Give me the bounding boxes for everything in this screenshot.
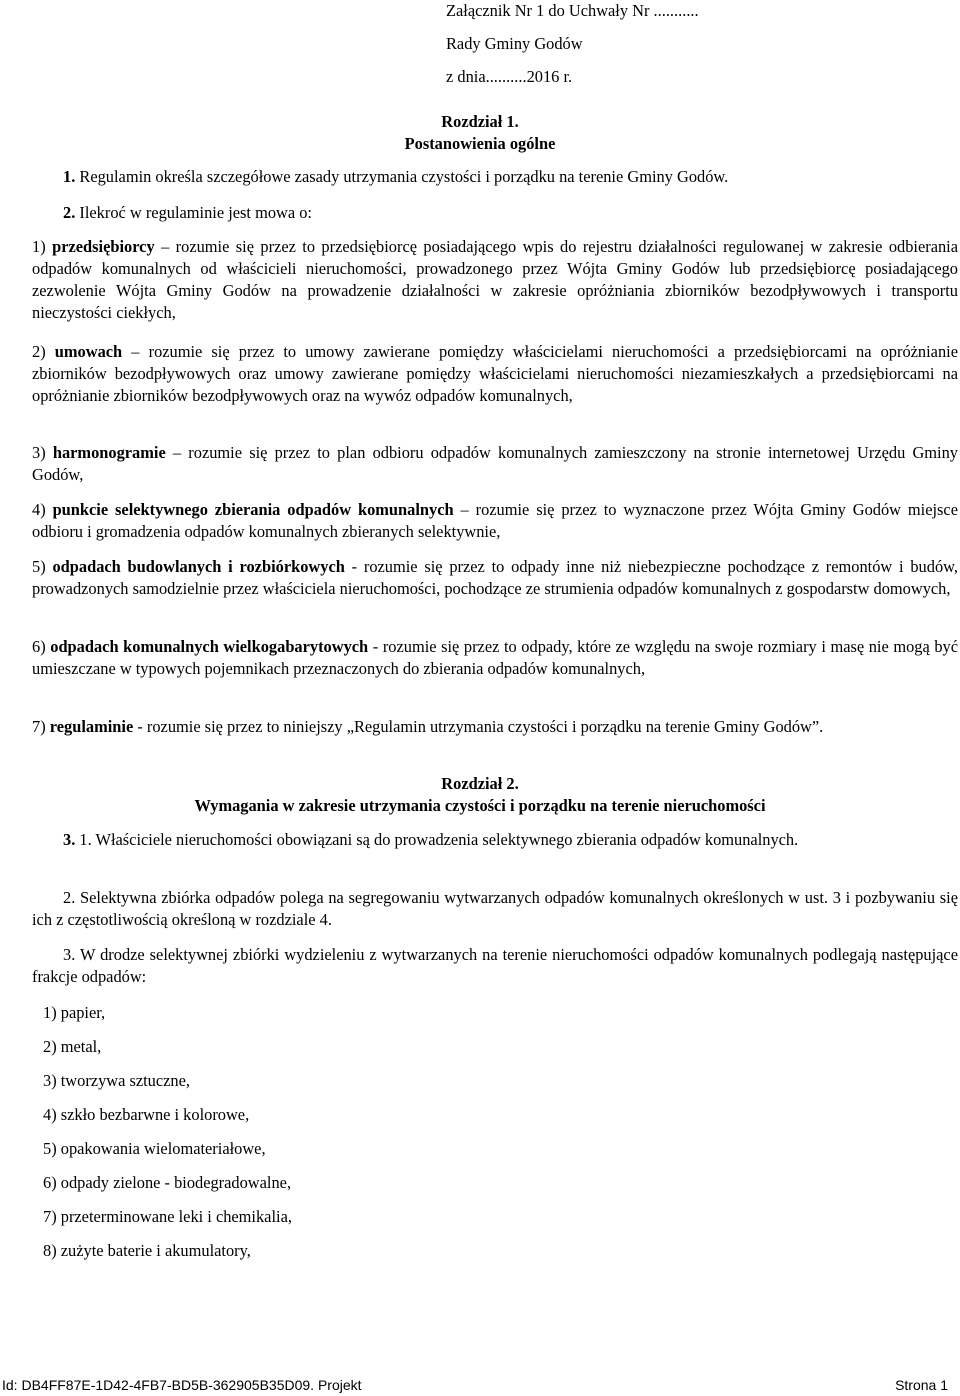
definition-term: harmonogramie <box>52 443 166 462</box>
council-name: Rady Gminy Godów <box>446 34 583 53</box>
footer-page-number: Strona 1 <box>895 1377 948 1393</box>
paragraph-1 <box>63 166 728 188</box>
fraction-item: 5) opakowania wielomateriałowe, <box>43 1139 266 1158</box>
paragraph-2 <box>63 202 312 224</box>
paragraph-3-section-1: 3. 1. Właściciele nieruchomości obowiązani są do prowadzenia selektywnego zbierania odpadów komunalnych. <box>63 830 799 849</box>
definition-7: 7) regulaminie - rozumie się przez to niniejszy „Regulamin utrzymania czystości i porządku na terenie Gminy Godów”. <box>32 717 824 736</box>
paragraph-2-number: 2. <box>63 203 76 222</box>
definition-6: 6) odpadach komunalnych wielkogabarytowych - rozumie się przez to odpady, które ze względu na swoje rozmiary i masę nie mogą być umieszczane w typowych pojemnikach przeznaczonych do zbierania odpadów komunalnych, <box>32 637 959 678</box>
paragraph-2-text: Ilekroć w regulaminie jest mowa o: <box>75 203 312 222</box>
document-date: z dnia..........2016 r. <box>446 67 573 86</box>
fraction-item: 1) papier, <box>43 1003 106 1022</box>
definition-3: 3) harmonogramie – rozumie się przez to plan odbioru odpadów komunalnych zamieszczony na stronie internetowej Urzędu Gminy Godów, <box>32 443 958 484</box>
paragraph-3-number: 3. <box>63 830 76 849</box>
definition-term: regulaminie <box>49 717 134 736</box>
definition-1: 1) przedsiębiorcy – rozumie się przez to przedsiębiorcę posiadającego wpis do rejestru działalności regulowanej w zakresie odbierania odpadów komunalnych od właścicieli nieruchomości, prowadzonego przez Wójta Gminy Godów lub przedsiębiorcę posiadającego zezwolenie Wójta Gminy Godów na prowadzenie działalności w zakresie opróżniania zbiorników bezodpływowych i transportu nieczystości ciekłych, <box>32 237 958 322</box>
chapter-1-heading: Rozdział 1. <box>441 112 519 131</box>
paragraph-3-section-2: 2. Selektywna zbiórka odpadów polega na segregowaniu wytwarzanych odpadów komunalnych określonych w ust. 3 i pozbywaniu się ich z częstotliwością określoną w rozdziale 4. <box>32 888 958 929</box>
definition-term: umowach <box>54 342 123 361</box>
definition-5: 5) odpadach budowlanych i rozbiórkowych - rozumie się przez to odpady inne niż niebezpieczne pochodzące z remontów i budów, prowadzonych samodzielnie przez właściciela nieruchomości, pochodzące ze strumienia odpadów komunalnych z gospodarstw domowych, <box>32 557 959 598</box>
fraction-item: 7) przeterminowane leki i chemikalia, <box>43 1207 292 1226</box>
attachment-title: Załącznik Nr 1 do Uchwały Nr ........... <box>446 1 699 20</box>
fraction-item: 3) tworzywa sztuczne, <box>43 1071 190 1090</box>
fraction-item: 2) metal, <box>43 1037 102 1056</box>
paragraph-3-section-3: 3. W drodze selektywnej zbiórki wydzieleniu z wytwarzanych na terenie nieruchomości odpadów komunalnych podlegają następujące frakcje odpadów: <box>32 945 958 986</box>
definition-term: punkcie selektywnego zbierania odpadów komunalnych <box>52 500 454 519</box>
paragraph-1-text: Regulamin określa szczegółowe zasady utrzymania czystości i porządku na terenie Gminy Godów. <box>75 167 729 186</box>
paragraph-1-number: 1. <box>63 167 76 186</box>
footer-document-id: Id: DB4FF87E-1D42-4FB7-BD5B-362905B35D09. Projekt <box>2 1377 362 1393</box>
chapter-2-heading: Rozdział 2. <box>441 774 519 793</box>
chapter-2-title: Wymagania w zakresie utrzymania czystości i porządku na terenie nieruchomości <box>194 796 766 815</box>
definition-4: 4) punkcie selektywnego zbierania odpadów komunalnych – rozumie się przez to wyznaczone przez Wójta Gminy Godów miejsce odbioru i gromadzenia odpadów komunalnych zbieranych selektywnie, <box>32 500 958 541</box>
fraction-item: 4) szkło bezbarwne i kolorowe, <box>43 1105 250 1124</box>
definition-term: odpadach budowlanych i rozbiórkowych <box>52 557 345 576</box>
definition-2: 2) umowach – rozumie się przez to umowy zawierane pomiędzy właścicielami nieruchomości a przedsiębiorcami na opróżnianie zbiorników bezodpływowych oraz umowy zawierane pomiędzy właścicielami nieruchomości niezamieszkałych a przedsiębiorcami na opróżnianie zbiorników bezodpływowych oraz na wywóz odpadów komunalnych, <box>32 342 958 405</box>
fraction-item: 6) odpady zielone - biodegradowalne, <box>43 1173 292 1192</box>
definition-term: odpadach komunalnych wielkogabarytowych <box>50 637 369 656</box>
chapter-1-title: Postanowienia ogólne <box>404 134 556 153</box>
definition-term: przedsiębiorcy <box>52 237 155 256</box>
fraction-item: 8) zużyte baterie i akumulatory, <box>43 1241 251 1260</box>
